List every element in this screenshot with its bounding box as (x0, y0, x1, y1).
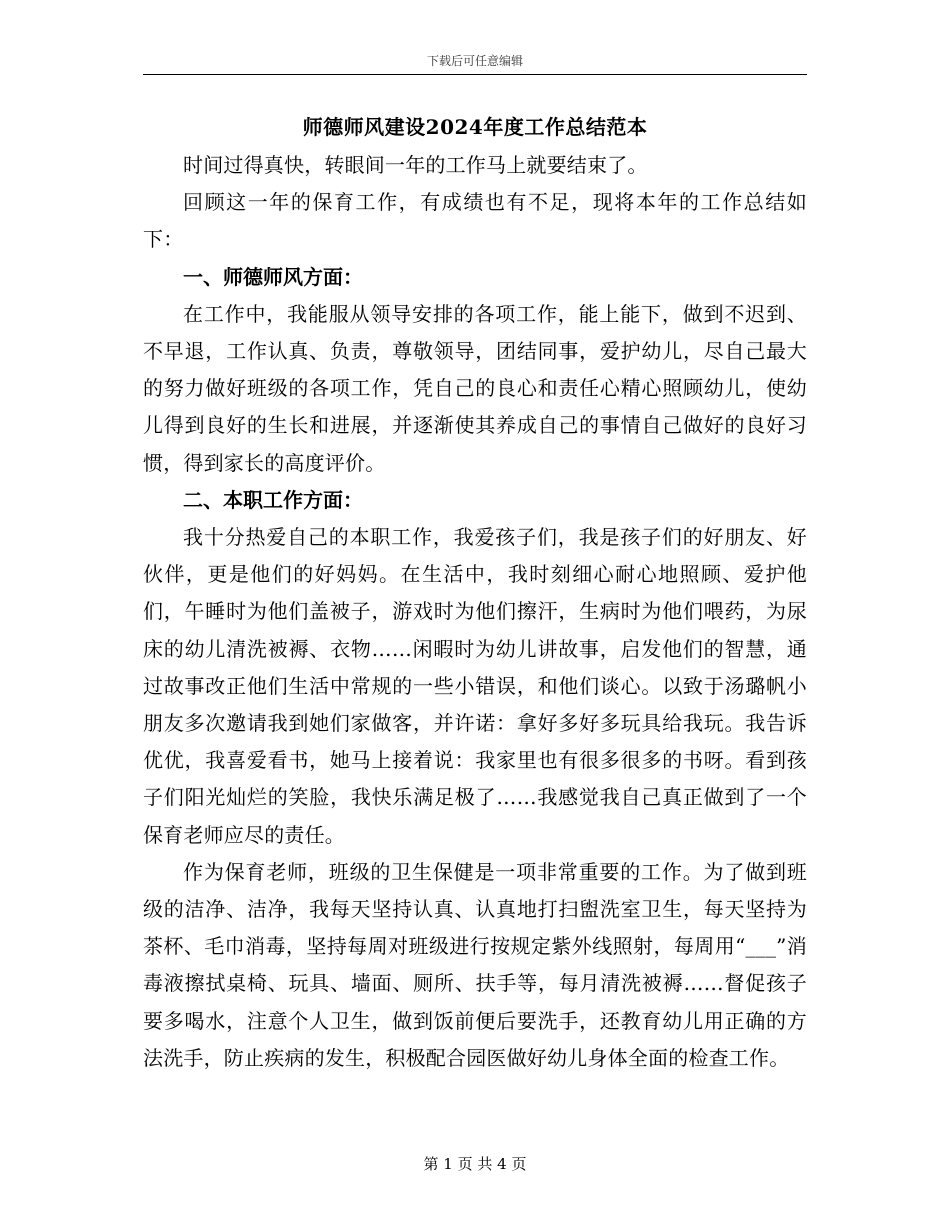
page-number: 第 1 页 共 4 页 (423, 1155, 527, 1173)
section-heading: 一、师德师风方面： (183, 264, 363, 289)
header-divider (143, 74, 807, 75)
paragraph: 时间过得真快，转眼间一年的工作马上就要结束了。 (183, 153, 648, 177)
paragraph: 回顾这一年的保育工作，有成绩也有不足，现将本年的工作总结如下： (143, 190, 807, 252)
header-note: 下载后可任意编辑 (426, 54, 523, 68)
paragraph: 作为保育老师，班级的卫生保健是一项非常重要的工作。为了做到班级的洁净、洁净，我每天坚持认真、认真地打扫盥洗室卫生，每天坚持为茶杯、毛巾消毒，坚持每周对班级进行按规定紫外线照射，每周用“___”消毒液擦拭桌椅、玩具、墙面、厕所、扶手等，每月清洗被褥……督促孩子要多喝水，注意个人卫生，做到饭前便后要洗手，还教育幼儿用正确的方法洗手，防止疾病的发生，积极配合园医做好幼儿身体全面的检查工作。 (143, 859, 807, 1070)
paragraph: 在工作中，我能服从领导安排的各项工作，能上能下，做到不迟到、不早退，工作认真、负责，尊敬领导，团结同事，爱护幼儿，尽自己最大的努力做好班级的各项工作，凭自己的良心和责任心精心照顾幼儿，使幼儿得到良好的生长和进展，并逐渐使其养成自己的事情自己做好的良好习惯，得到家长的高度评价。 (143, 301, 807, 475)
document-title: 师德师风建设2024年度工作总结范本 (302, 115, 648, 139)
document-body (143, 108, 807, 1077)
section-heading: 二、本职工作方面： (183, 487, 363, 512)
paragraph: 我十分热爱自己的本职工作，我爱孩子们，我是孩子们的好朋友、好伙伴，更是他们的好妈妈。在生活中，我时刻细心耐心地照顾、爱护他们，午睡时为他们盖被子，游戏时为他们擦汗，生病时为他们喂药，为尿床的幼儿清洗被褥、衣物……闲暇时为幼儿讲故事，启发他们的智慧，通过故事改正他们生活中常规的一些小错误，和他们谈心。以致于汤璐帆小朋友多次邀请我到她们家做客，并许诺：拿好多好多玩具给我玩。我告诉优优，我喜爱看书，她马上接着说：我家里也有很多很多的书呀。看到孩子们阳光灿烂的笑脸，我快乐满足极了……我感觉我自己真正做到了一个保育老师应尽的责任。 (143, 525, 807, 847)
